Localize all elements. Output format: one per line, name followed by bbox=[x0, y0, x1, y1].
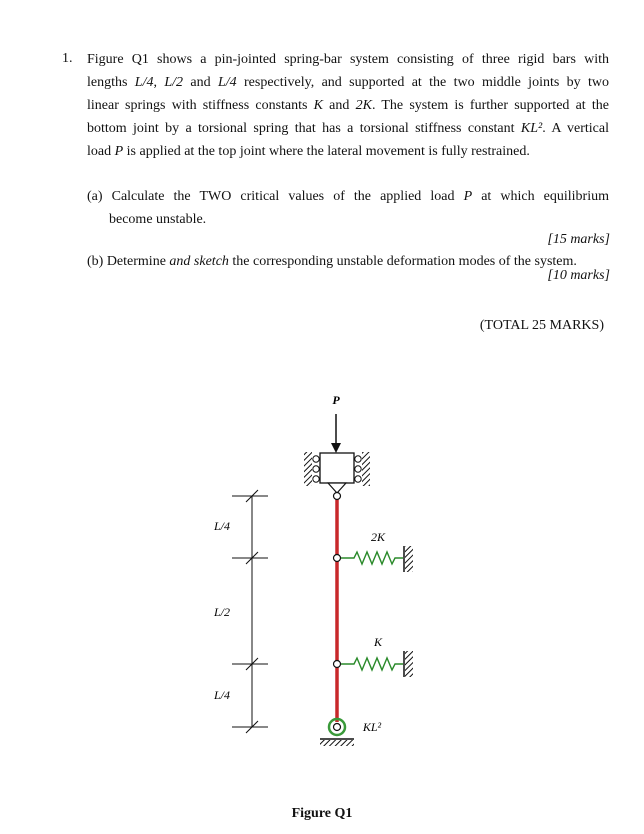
text-seg: and bbox=[183, 75, 218, 90]
text-seg: at which equilibrium bbox=[472, 189, 609, 204]
part-a-line-2: become unstable. bbox=[109, 212, 207, 227]
text-seg: linear springs with stiffness constants bbox=[87, 98, 314, 113]
math-var: K bbox=[313, 98, 323, 113]
spring-upper-wall bbox=[405, 546, 413, 572]
text-seg: the corresponding unstable deformation modes of the system. bbox=[228, 254, 577, 269]
text-seg: . The system is further supported at the bbox=[371, 98, 609, 113]
spring-lower bbox=[341, 658, 403, 670]
question-line-1 bbox=[87, 48, 609, 71]
math-var: L/2 bbox=[164, 75, 184, 90]
math-var: KL² bbox=[520, 121, 543, 136]
guide-wall-left bbox=[304, 452, 312, 486]
dim-label-middle: L/2 bbox=[213, 605, 231, 619]
text-seg: is applied at the top joint where the lateral movement is fully restrained. bbox=[123, 144, 530, 159]
math-var: P bbox=[463, 189, 473, 204]
total-marks: (TOTAL 25 MARKS) bbox=[479, 318, 604, 333]
load-arrow-head bbox=[331, 443, 341, 453]
part-a bbox=[87, 185, 609, 231]
spring-upper-label: 2K bbox=[370, 530, 386, 544]
text-seg: , bbox=[153, 75, 165, 90]
question-line-3 bbox=[87, 94, 609, 117]
text-seg: Figure Q1 shows a pin-jointed spring-bar system consisting of three rigid bars with bbox=[87, 52, 609, 67]
guide-wall-right bbox=[362, 452, 370, 486]
spring-lower-wall bbox=[405, 651, 413, 677]
text-seg: lengths bbox=[87, 75, 135, 90]
text-seg: bottom joint by a torsional spring that has a torsional stiffness constant bbox=[87, 121, 521, 136]
text-seg: load bbox=[87, 144, 115, 159]
roller-left bbox=[313, 456, 319, 482]
text-seg: (a) Calculate the TWO critical values of the applied load bbox=[87, 189, 464, 204]
dim-label-top: L/4 bbox=[213, 519, 231, 533]
math-var: L/4 bbox=[217, 75, 237, 90]
part-a-line-1 bbox=[87, 185, 609, 208]
text-seg: respectively, and supported at the two middle joints by two bbox=[236, 75, 609, 90]
torsional-spring-label: KL² bbox=[362, 720, 382, 734]
base-ground bbox=[320, 740, 354, 746]
joint-upper bbox=[334, 555, 341, 562]
figure-caption: Figure Q1 bbox=[291, 806, 353, 821]
question-number: 1. bbox=[62, 51, 73, 66]
part-b-marks: [10 marks] bbox=[547, 268, 610, 283]
torsional-spring-inner bbox=[334, 724, 341, 731]
spring-upper bbox=[341, 552, 403, 564]
slider-block bbox=[320, 453, 354, 483]
spring-lower-label: K bbox=[373, 635, 383, 649]
part-b bbox=[87, 250, 609, 273]
question-line-4 bbox=[87, 117, 609, 140]
dimension-ticks bbox=[232, 490, 268, 733]
math-var: L/4 bbox=[134, 75, 154, 90]
question-text bbox=[87, 48, 609, 163]
roller-right bbox=[355, 456, 361, 482]
text-seg: . A vertical bbox=[542, 121, 609, 136]
joint-lower bbox=[334, 661, 341, 668]
question-line-2 bbox=[87, 71, 609, 94]
math-var: 2K bbox=[355, 98, 372, 113]
emphasis-text: and sketch bbox=[169, 254, 229, 269]
text-seg: (b) Determine bbox=[87, 254, 170, 269]
question-line-5 bbox=[87, 140, 609, 163]
load-label: P bbox=[332, 393, 340, 407]
math-var: P bbox=[114, 144, 124, 159]
text-seg: and bbox=[323, 98, 356, 113]
joint-top bbox=[334, 493, 341, 500]
part-a-marks: [15 marks] bbox=[547, 232, 610, 247]
top-pin-support bbox=[328, 483, 346, 493]
dim-label-bottom: L/4 bbox=[213, 688, 231, 702]
figure-q1-diagram bbox=[0, 380, 644, 800]
